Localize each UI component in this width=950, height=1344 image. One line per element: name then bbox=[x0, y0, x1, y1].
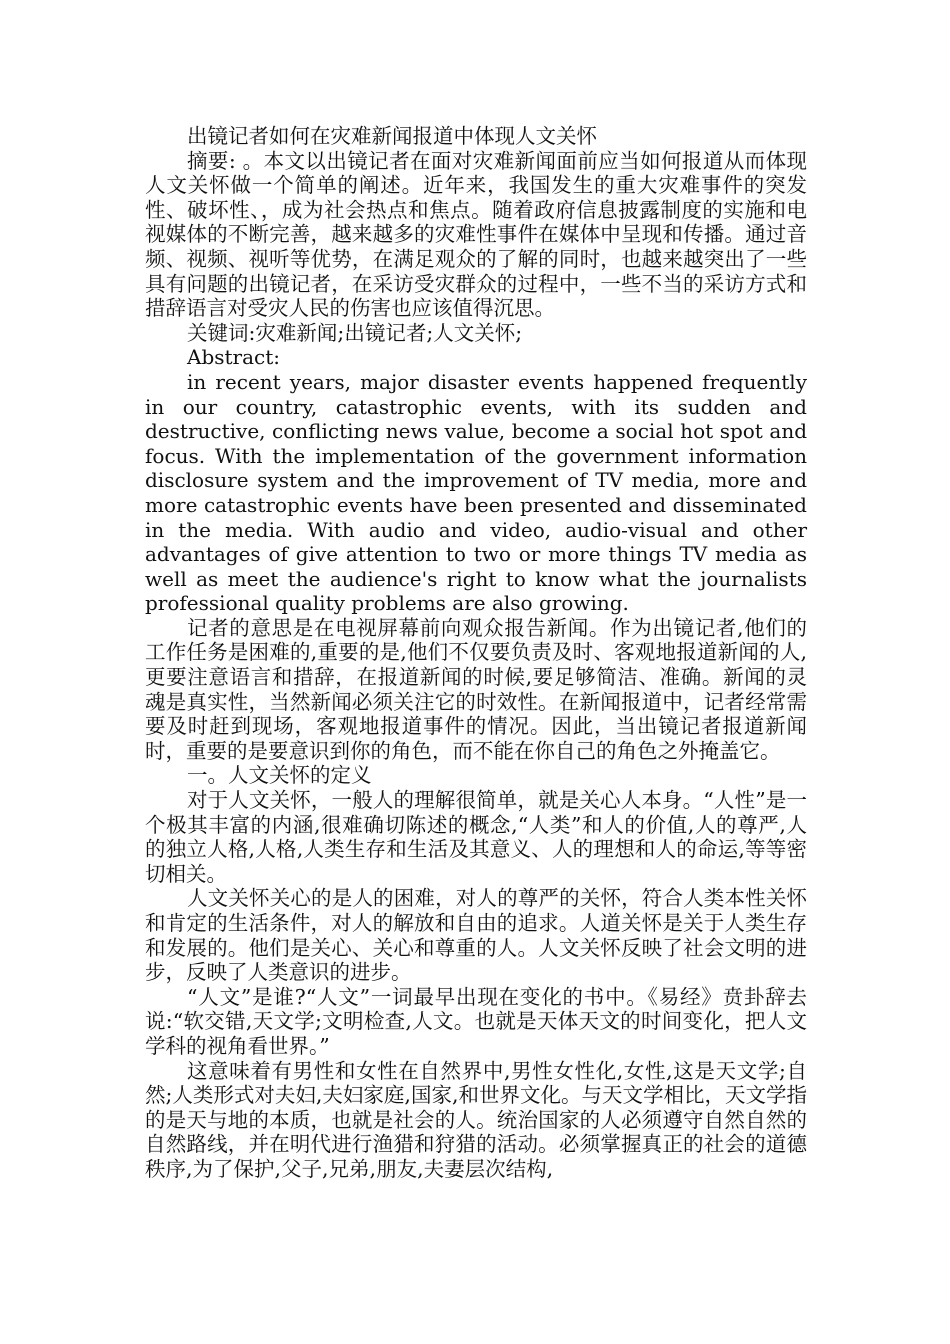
paragraph-1: 对于人文关怀，一般人的理解很简单，就是关心人本身。“人性”是一个极其丰富的内涵,很难确切陈述的概念,“人类”和人的价值,人的尊严,人的独立人格,人格,人类生存和生活及其意义、人的理想和人的命运,等等密切相关。 bbox=[145, 788, 807, 886]
abstract-label: Abstract: bbox=[187, 345, 281, 370]
abstract-chinese: 摘要: 。本文以出镜记者在面对灾难新闻面前应当如何报道从而体现人文关怀做一个简单的阐述。近年来，我国发生的重大灾难事件的突发性、破坏性、，成为社会热点和焦点。随着政府信息披露制度的实施和电视媒体的不断完善，越来越多的灾难性事件在媒体中呈现和传播。通过音频、视频、视听等优势，在满足观众的了解的同时，也越来越突出了一些具有问题的出镜记者，在采访受灾群众的过程中，一些不当的采访方式和措辞语言对受灾人民的伤害也应该值得沉思。 bbox=[145, 148, 807, 321]
document-body bbox=[145, 124, 807, 1182]
paragraph-4: 这意味着有男性和女性在自然界中,男性女性化,女性,这是天文学;自然;人类形式对夫妇,夫妇家庭,国家,和世界文化。与天文学相比，天文学指的是天与地的本质，也就是社会的人。统治国家的人必须遵守自然自然的自然路线，并在明代进行渔猎和狩猎的活动。必须掌握真正的社会的道德秩序,为了保护,父子,兄弟,朋友,夫妻层次结构, bbox=[145, 1058, 807, 1181]
paragraph-3: “人文”是谁?“人文”一词最早出现在变化的书中。《易经》贲卦辞去说:“软交错,天文学;文明检查,人文。也就是天体天文的时间变化，把人文学科的视角看世界。” bbox=[145, 984, 807, 1058]
abstract-english: in recent years, major disaster events happened frequently in our country, catastrophic events, with its sudden and destructive, conflicting news value, become a social hot spot and focus. With the implementation of the government information disclosure system and the improvement of TV media, more and more catastrophic events have been presented and disseminated in the media. With audio and video, audio-visual and other advantages of give attention to two or more things TV media as well as meet the audience's right to know what the journalists professional quality problems are also growing. bbox=[145, 369, 807, 616]
document-title: 出镜记者如何在灾难新闻报道中体现人文关怀 bbox=[187, 124, 597, 148]
section-heading-1: 一。人文关怀的定义 bbox=[187, 763, 372, 788]
keywords: 关键词:灾难新闻;出镜记者;人文关怀; bbox=[187, 320, 523, 345]
paragraph-2: 人文关怀关心的是人的困难，对人的尊严的关怀，符合人类本性关怀和肯定的生活条件，对人的解放和自由的追求。人道关怀是关于人类生存和发展的。他们是关心、关心和尊重的人。人文关怀反映了社会文明的进步，反映了人类意识的进步。 bbox=[145, 886, 807, 985]
paragraph-intro: 记者的意思是在电视屏幕前向观众报告新闻。作为出镜记者,他们的工作任务是困难的,重要的是,他们不仅要负责及时、客观地报道新闻的人,更要注意语言和措辞，在报道新闻的时候,要足够简洁、准确。新闻的灵魂是真实性，当然新闻必须关注它的时效性。在新闻报道中，记者经常需要及时赶到现场，客观地报道事件的情况。因此，当出镜记者报道新闻时，重要的是要意识到你的角色，而不能在你自己的角色之外掩盖它。 bbox=[145, 615, 807, 763]
